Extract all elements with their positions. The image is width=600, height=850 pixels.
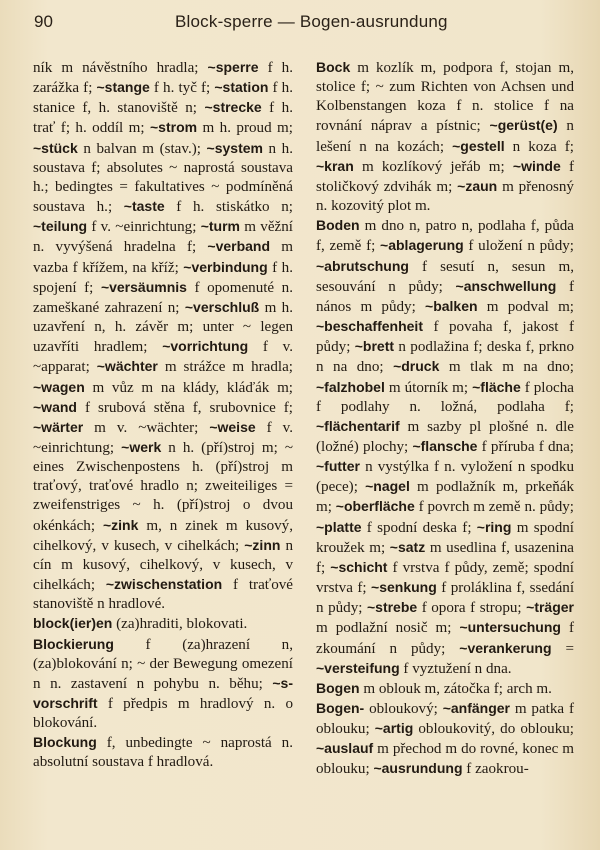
definition-text: f spodní deska f; bbox=[361, 519, 477, 536]
headword: ~s-vorschrift bbox=[33, 674, 293, 711]
headword: ~turm bbox=[200, 218, 240, 235]
definition-text: f zkoumání n půdy; bbox=[316, 620, 574, 657]
headword: ~kran bbox=[316, 157, 354, 174]
definition-text: n h. (pří)stroj m; ~ eines Zwischenpostens h. (pří)stroj m traťový, traťové hradlo n; zweiteiliges = zweifenstriges ~ h. (pří)stroj o dvou okénkách; bbox=[33, 439, 293, 534]
headword: ~weise bbox=[209, 418, 256, 435]
headword: Bogen- bbox=[316, 700, 365, 716]
definition-text: m kozlík m, podpora f, stojan m, stolice f; ~ zum Richten von Achsen und Kolbenstangen koza f n. stolice f na rovnání náprav a pístnic; bbox=[316, 60, 574, 135]
headword: ~zink bbox=[102, 516, 139, 533]
definition-text: f (za)hrazení n, (za)blokování n; ~ der Bewegung omezení n n. zastavení n pohybu n. běhu; bbox=[33, 636, 293, 692]
running-head: Block-sperre — Bogen-ausrundung bbox=[175, 12, 448, 31]
definition-text: n koza f; bbox=[504, 138, 574, 155]
definition-text: m spodní kroužek m; bbox=[316, 519, 574, 556]
definition-text: obloukovitý, do oblouku; bbox=[413, 721, 574, 738]
headword: ~flächentarif bbox=[316, 417, 400, 434]
definition-text: f v. ~einrichtung; bbox=[33, 419, 293, 456]
headword: ~ring bbox=[476, 518, 512, 535]
dictionary-entry bbox=[33, 635, 293, 734]
definition-text: f předpis m hradlový n. o blokování. bbox=[33, 696, 293, 732]
headword: ~teilung bbox=[33, 218, 88, 235]
headword: ~wächter bbox=[96, 358, 158, 375]
definition-text: ník m návěstního hradla; bbox=[33, 60, 208, 76]
headword: ~verbindung bbox=[183, 258, 268, 275]
headword: Bock bbox=[316, 59, 351, 75]
definition-text: n lešení n na kozách; bbox=[316, 118, 574, 155]
definition-text: f h. spojení f; bbox=[33, 259, 293, 296]
headword: ~verschluß bbox=[184, 298, 260, 315]
headword: ~gestell bbox=[452, 137, 505, 154]
definition-text: m kozlíkový jeřáb m; bbox=[353, 158, 513, 175]
definition-text: m h. uzavření n, h. závěr m; unter ~ legen uzavříti hradlem; bbox=[33, 299, 294, 356]
headword: ~stück bbox=[33, 139, 78, 156]
definition-text: f h. zarážka f; bbox=[33, 60, 293, 97]
definition-text: (za)hraditi, blokovati. bbox=[112, 616, 248, 633]
right-column bbox=[316, 58, 574, 780]
page-header bbox=[30, 12, 570, 36]
headword: ~auslauf bbox=[316, 740, 374, 757]
page-number: 90 bbox=[34, 12, 53, 31]
headword: ~untersuchung bbox=[459, 619, 561, 636]
headword: Boden bbox=[316, 217, 360, 234]
definition-text: f h. tyč f; bbox=[149, 80, 215, 97]
headword: ~träger bbox=[526, 599, 574, 616]
headword: ~anschwellung bbox=[455, 277, 557, 294]
dictionary-entry bbox=[33, 733, 293, 772]
definition-text: f proláklina f, ssedání n půdy; bbox=[316, 580, 575, 617]
definition-text: m, n zinek m kusový, cihelkový, v kusech, v cihelkách; bbox=[33, 517, 293, 554]
headword: ~abrutschung bbox=[316, 257, 409, 274]
headword: ~strecke bbox=[204, 99, 262, 116]
definition-text: m dno n, patro n, podlaha f, půda f, země f; bbox=[316, 218, 574, 255]
headword: ~artig bbox=[374, 720, 414, 737]
headword: Blockierung bbox=[33, 635, 114, 652]
headword: ~anfänger bbox=[442, 700, 510, 716]
headword: ~nagel bbox=[365, 478, 410, 495]
definition-text: m podlažní nosič m; bbox=[316, 620, 460, 637]
definition-text: f stoličkový zdvihák m; bbox=[316, 158, 574, 195]
definition-text: m h. proud m; bbox=[197, 120, 293, 137]
headword: ~strebe bbox=[366, 599, 418, 616]
headword: ~schicht bbox=[330, 558, 388, 575]
headword: ~ausrundung bbox=[373, 760, 463, 777]
definition-text: f povaha f, jakost f půdy; bbox=[316, 319, 574, 356]
dictionary-entry bbox=[316, 679, 574, 699]
headword: ~balken bbox=[425, 297, 478, 314]
headword: ~fläche bbox=[472, 378, 521, 395]
headword: ~beschaffenheit bbox=[316, 318, 423, 335]
headword: ~stange bbox=[96, 79, 150, 96]
definition-text: m v. ~wächter; bbox=[83, 419, 210, 436]
definition-text: f povrch m země n. půdy; bbox=[414, 499, 574, 516]
definition-text: f plocha f podlahy n. ložná, podlaha f; bbox=[316, 379, 574, 415]
headword: ~ablagerung bbox=[380, 237, 464, 254]
headword: ~verankerung bbox=[459, 639, 552, 656]
definition-text: = bbox=[551, 640, 574, 657]
headword: ~senkung bbox=[371, 579, 437, 596]
headword: ~station bbox=[214, 79, 269, 96]
definition-text: f, unbedingte ~ naprostá n. absolutní soustava f hradlová. bbox=[33, 735, 293, 771]
headword: ~wärter bbox=[33, 418, 84, 435]
definition-text: m sazby pl plošné n. dle (ložné) plochy; bbox=[316, 418, 574, 455]
headword: ~platte bbox=[316, 518, 362, 535]
headword: ~winde bbox=[512, 157, 561, 174]
definition-text: m vazba f křížem, na kříž; bbox=[33, 239, 293, 276]
definition-text: f příruba f dna; bbox=[477, 438, 574, 455]
definition-text: f vrstva f půdy, země; spodní vrstva f; bbox=[316, 559, 574, 597]
definition-text: obloukový; bbox=[364, 701, 443, 717]
headword: ~system bbox=[206, 139, 263, 156]
definition-text: f h. stiskátko n; bbox=[164, 199, 293, 216]
definition-text: f h. stanice f, h. stanoviště n; bbox=[33, 80, 293, 117]
definition-text: f opora f stropu; bbox=[417, 600, 527, 617]
definition-text: n h. soustava f; absolutes ~ naprostá soustava h.; bedingtes = fakultatives ~ podmíněná soustava h.; bbox=[33, 140, 293, 216]
definition-text: m přechod m do rovné, konec m oblouku; bbox=[316, 741, 574, 778]
definition-text: f vyztužení n dna. bbox=[399, 660, 512, 677]
headword: ~versteifung bbox=[316, 659, 400, 676]
headword: ~falzhobel bbox=[316, 378, 385, 395]
dictionary-entry bbox=[33, 58, 293, 614]
headword: ~wand bbox=[33, 398, 77, 415]
left-column bbox=[33, 58, 293, 773]
definition-text: f opomenuté n. zameškané zahrazení n; bbox=[33, 279, 294, 316]
definition-text: m usedlina f, usazenina f; bbox=[316, 539, 574, 576]
definition-text: f srubová stěna f, srubovnice f; bbox=[76, 399, 293, 416]
definition-text: n cín m kusový, cihelkový, v kusech, v cihelkách; bbox=[33, 537, 293, 594]
definition-text: f nános m půdy; bbox=[316, 278, 574, 315]
headword: ~werk bbox=[121, 438, 162, 455]
definition-text: m tlak m na dno; bbox=[439, 359, 574, 376]
headword: ~gerüst(e) bbox=[489, 117, 558, 134]
definition-text: f h. trať f; h. oddíl m; bbox=[33, 100, 293, 137]
headword: ~wagen bbox=[33, 378, 85, 395]
definition-text: f sesutí n, sesun m, sesouvání n půdy; bbox=[316, 258, 574, 295]
headword: block(ier)en bbox=[33, 615, 113, 632]
headword: ~strom bbox=[150, 119, 198, 136]
headword: ~vorrichtung bbox=[162, 338, 249, 355]
definition-text: f traťové stanoviště n hradlové. bbox=[33, 577, 294, 613]
headword: ~taste bbox=[123, 198, 165, 215]
headword: ~flansche bbox=[412, 437, 478, 454]
definition-text: f zaokrou- bbox=[462, 761, 529, 778]
definition-text: m podlažník m, prkeňák m; bbox=[316, 479, 574, 516]
dictionary-entry bbox=[316, 58, 574, 216]
headword: ~zinn bbox=[244, 536, 281, 553]
definition-text: n balvan m (stav.); bbox=[77, 140, 207, 157]
dictionary-entry bbox=[33, 614, 293, 634]
headword: ~oberfläche bbox=[335, 498, 415, 515]
definition-text: f v. ~apparat; bbox=[33, 339, 293, 376]
definition-text: m oblouk m, zátočka f; arch m. bbox=[359, 680, 552, 697]
definition-text: m věžní n. vyvýšená hradelna f; bbox=[33, 219, 293, 256]
dictionary-entry bbox=[316, 699, 574, 780]
headword: ~verband bbox=[207, 238, 271, 255]
headword: ~versäumnis bbox=[100, 278, 187, 295]
definition-text: f v. ~einrichtung; bbox=[87, 219, 201, 236]
headword: ~zwischenstation bbox=[105, 576, 223, 593]
definition-text: n podlažina f; deska f, prkno n na dno; bbox=[316, 339, 575, 376]
headword: ~sperre bbox=[207, 59, 259, 75]
headword: Blockung bbox=[33, 734, 97, 751]
definition-text: m vůz m na klády, kláďák m; bbox=[84, 379, 293, 396]
definition-text: m strážce m hradla; bbox=[157, 359, 294, 376]
definition-text: n vystýlka f n. vyložení n spodku (pece); bbox=[316, 459, 574, 496]
definition-text: f uložení n půdy; bbox=[463, 238, 574, 255]
headword: ~zaun bbox=[457, 177, 498, 194]
headword: ~brett bbox=[354, 338, 395, 355]
headword: ~satz bbox=[389, 538, 426, 555]
headword: ~futter bbox=[316, 458, 360, 475]
dictionary-entry bbox=[316, 216, 574, 679]
headword: ~druck bbox=[393, 358, 440, 375]
definition-text: m podval m; bbox=[477, 298, 575, 315]
headword: Bogen bbox=[316, 679, 360, 696]
definition-text: m patka f oblouku; bbox=[316, 701, 574, 738]
definition-text: m útorník m; bbox=[384, 379, 473, 396]
definition-text: m přenosný n. kozovitý plot m. bbox=[316, 178, 574, 215]
